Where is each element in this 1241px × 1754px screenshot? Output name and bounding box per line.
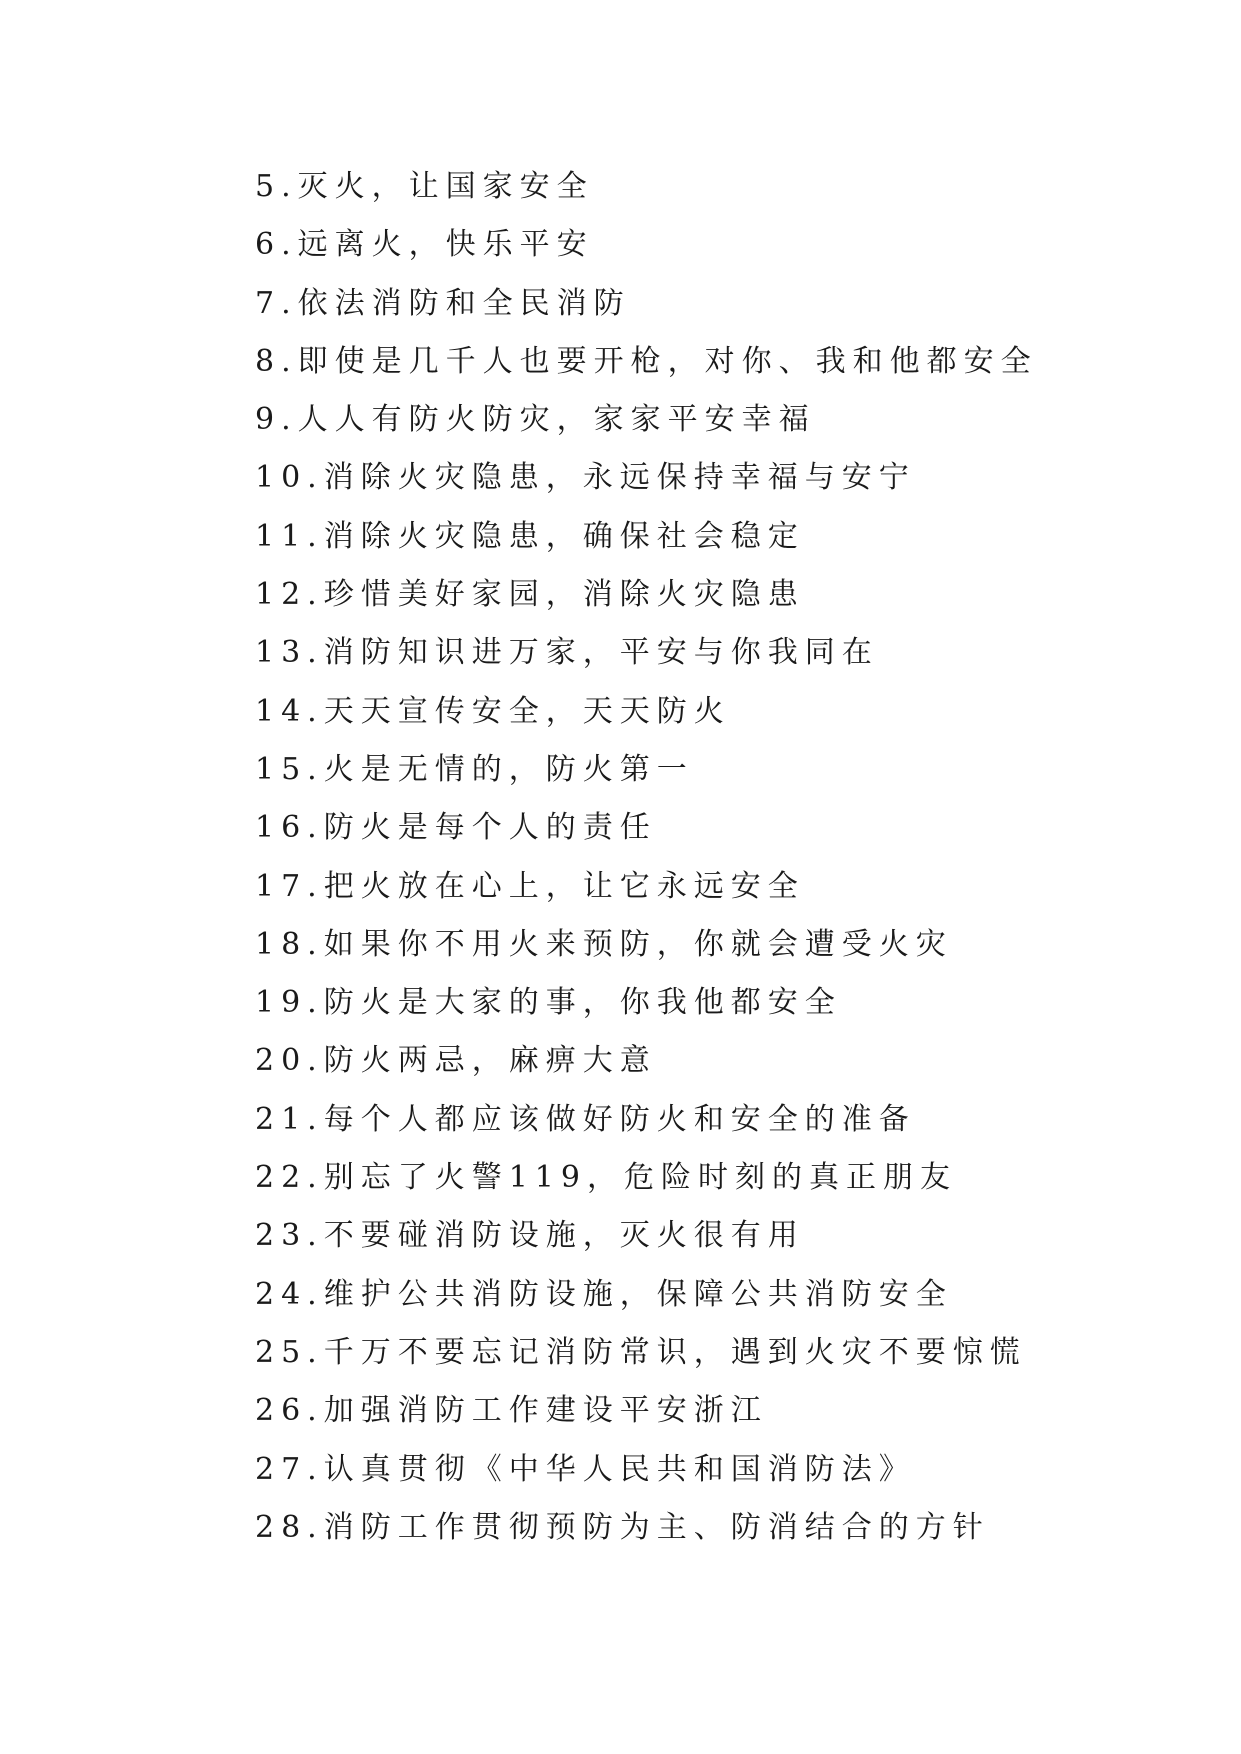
list-item: 9.人人有防火防灾，家家平安幸福 (255, 402, 816, 438)
slogan-list (255, 158, 1038, 1557)
list-item: 20.防火两忌，麻痹大意 (255, 1043, 657, 1079)
list-item: 11.消除火灾隐患，确保社会稳定 (255, 518, 805, 554)
list-item: 18.如果你不用火来预防，你就会遭受火灾 (255, 926, 953, 962)
list-item: 14.天天宣传安全，天天防火 (255, 693, 731, 729)
list-item: 8.即使是几千人也要开枪，对你、我和他都安全 (255, 343, 1038, 379)
list-item: 5.灭火，让国家安全 (255, 169, 594, 204)
list-item: 10.消除火灾隐患，永远保持幸福与安宁 (255, 460, 916, 496)
list-item: 26.加强消防工作建设平安浙江 (255, 1393, 768, 1429)
list-item: 19.防火是大家的事，你我他都安全 (255, 985, 842, 1021)
list-item: 25.千万不要忘记消防常识，遇到火灾不要惊慌 (255, 1334, 1027, 1370)
list-item: 21.每个人都应该做好防火和安全的准备 (255, 1101, 916, 1137)
list-item: 12.珍惜美好家园，消除火灾隐患 (255, 577, 805, 613)
list-item: 7.依法消防和全民消防 (255, 285, 631, 321)
list-item: 24.维护公共消防设施，保障公共消防安全 (255, 1276, 953, 1312)
list-item: 23.不要碰消防设施，灭火很有用 (255, 1218, 805, 1254)
list-item: 22.别忘了火警119，危险时刻的真正朋友 (255, 1160, 957, 1196)
list-item: 28.消防工作贯彻预防为主、防消结合的方针 (255, 1509, 990, 1545)
list-item: 17.把火放在心上，让它永远安全 (255, 868, 805, 904)
list-item: 6.远离火，快乐平安 (255, 227, 594, 263)
list-item: 15.火是无情的，防火第一 (255, 751, 694, 787)
list-item: 16.防火是每个人的责任 (255, 810, 657, 846)
list-item: 27.认真贯彻《中华人民共和国消防法》 (255, 1451, 916, 1487)
list-item: 13.消防知识进万家，平安与你我同在 (255, 635, 879, 671)
